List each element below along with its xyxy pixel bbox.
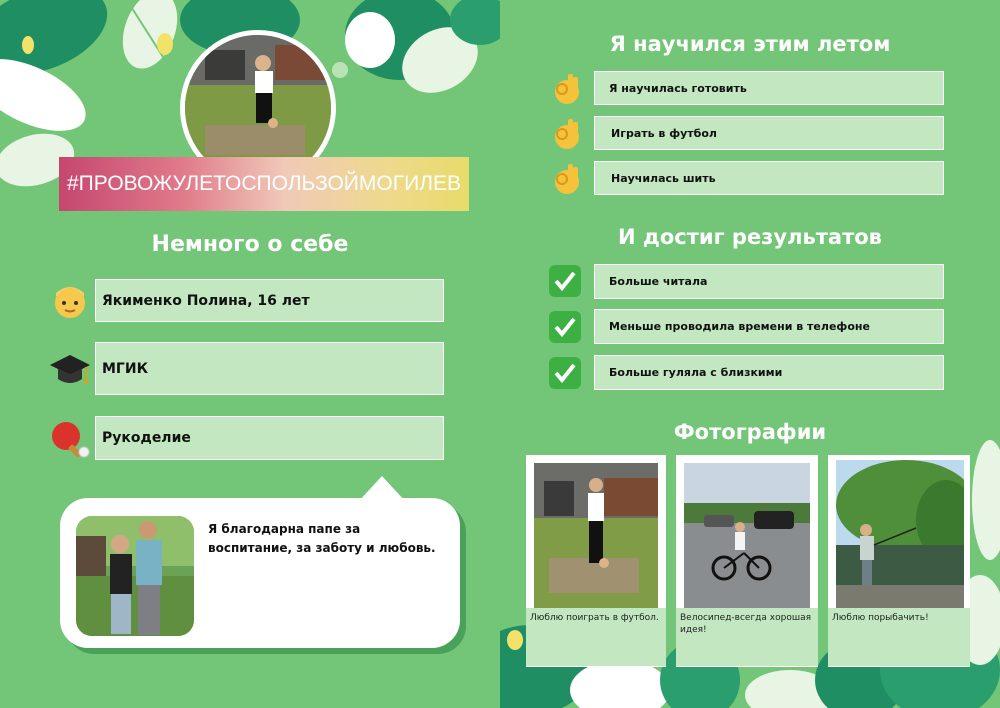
ping-pong-icon [48,418,92,462]
learned-item-cook [594,71,944,105]
photo-football-image [534,463,658,608]
ok-hand-icon [550,117,584,151]
about-item-university [95,342,444,395]
check-mark-icon [548,310,582,344]
about-item-hobby-text: Рукоделие [102,430,191,446]
results-item-family [594,355,944,390]
graduation-cap-icon [48,349,92,393]
photo-caption-football: Люблю поиграть в футбол. [526,608,666,666]
photo-card-football [526,455,666,667]
photo-caption-fishing: Люблю порыбачить! [828,608,970,666]
learned-item-sew-text: Научилась шить [611,171,716,185]
learned-item-football-text: Играть в футбол [611,126,717,140]
results-title: И достиг результатов [618,225,882,249]
photo-card-bicycle [676,455,818,667]
results-item-phone [594,309,944,344]
hashtag-text: #ПРОВОЖУЛЕТОСПОЛЬЗОЙМОГИЛЕВ [67,172,461,195]
gratitude-text: Я благодарна папе за воспитание, за заботу и любовь. [208,522,436,556]
hashtag-banner [59,157,469,211]
gratitude-photo-image [76,516,194,636]
results-item-reading-text: Больше читала [609,275,708,288]
photo-card-fishing [828,455,970,667]
learned-title: Я научился этим летом [609,32,891,56]
photo-caption-bicycle: Велосипед-всегда хорошая идея! [676,608,818,666]
boy-icon [50,281,90,321]
photo-fishing [836,460,964,608]
right-panel [500,0,1000,708]
check-mark-icon [548,356,582,390]
about-item-hobby [95,416,444,460]
results-item-family-text: Больше гуляла с близкими [609,366,783,379]
about-item-university-text: МГИК [102,360,149,377]
learned-item-football [594,116,944,150]
photo-fishing-image [836,460,964,608]
photo-bicycle-image [684,463,810,608]
photo-bicycle [684,463,810,608]
ok-hand-icon [550,72,584,106]
photos-title: Фотографии [673,420,827,444]
about-item-name-text: Якименко Полина, 16 лет [102,292,310,309]
photo-football [534,463,658,608]
gratitude-photo [76,516,194,636]
about-title: Немного о себе [151,232,349,257]
learned-item-cook-text: Я научилась готовить [609,81,747,95]
about-item-name [95,279,444,322]
check-mark-icon [548,264,582,298]
learned-item-sew [594,161,944,195]
results-item-reading [594,264,944,299]
gratitude-card [60,498,460,648]
bubble-tail [358,476,406,502]
results-item-phone-text: Меньше проводила времени в телефоне [609,320,870,333]
ok-hand-icon [550,162,584,196]
